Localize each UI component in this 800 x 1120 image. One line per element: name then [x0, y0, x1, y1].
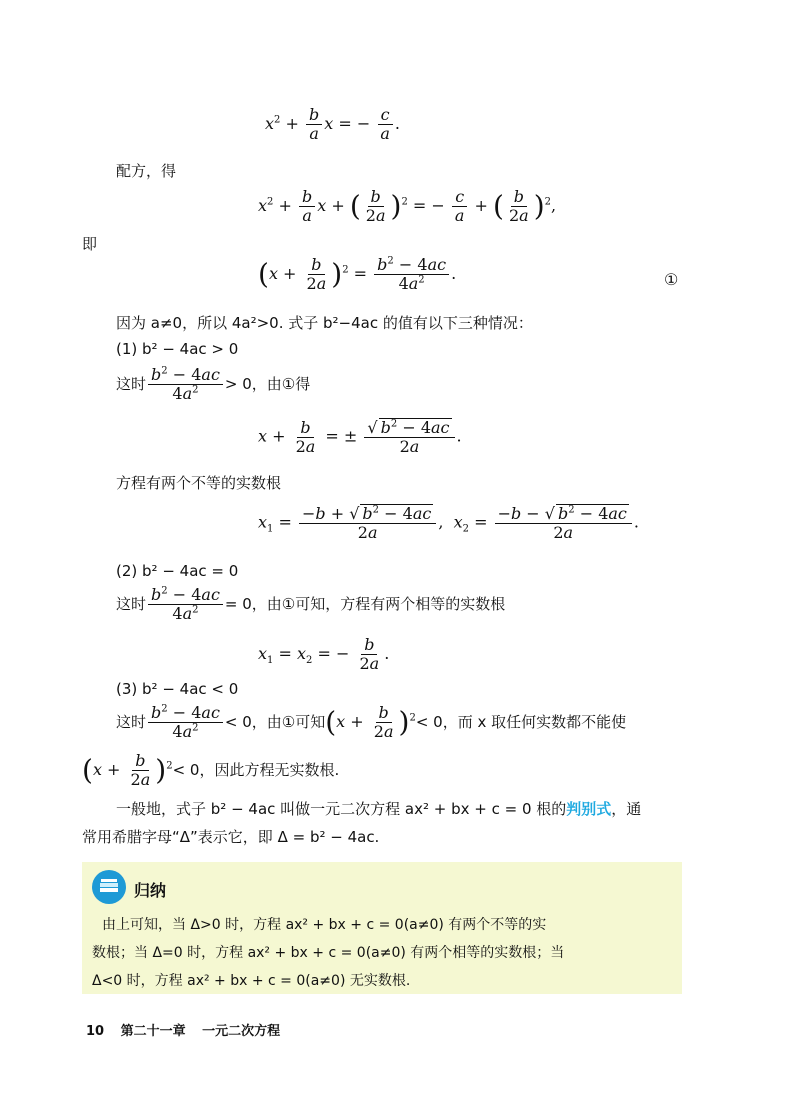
case-3-label: (3) b² − 4ac < 0 [116, 680, 239, 698]
summary-box [82, 862, 682, 994]
case-1-label: (1) b² − 4ac > 0 [116, 340, 239, 358]
chapter-title: 一元二次方程 [202, 1024, 281, 1039]
page-footer [86, 1020, 280, 1039]
equation-case2-roots: $x_1 = x_2$ = − $\frac{b}{2a}$ . [258, 635, 390, 673]
text-peifang: 配方，得 [116, 162, 177, 180]
case-3-conclusion: (x + $\frac{b}{2a}$ )$^2$< 0，因此方程无实数根. [82, 751, 340, 789]
general-text-line2: 常用希腊字母“Δ”表示它，即 Δ = b² − 4ac. [82, 828, 380, 846]
keyword-discriminant: 判别式 [566, 800, 612, 818]
equation-case1-roots: $x_1$ = $\frac{-b + √ b^2 - 4ac}{2a}$ , $x_2$ = $\frac{-b - √ b^2 - 4ac}{2a}$ . [258, 504, 639, 542]
text-because: 因为 a≠0，所以 4a²>0. 式子 b²−4ac 的值有以下三种情况： [116, 314, 533, 332]
chapter-label: 第二十一章 [120, 1024, 186, 1039]
summary-title: 归纳 [134, 881, 167, 900]
case-2-text: 这时 $\frac{b^2 - 4ac}{4a^2}$ = 0，由①可知，方程有两个相等的实数根 [116, 585, 506, 623]
case-2-label: (2) b² − 4ac = 0 [116, 562, 239, 580]
text-ji: 即 [82, 235, 98, 253]
equation-case1-root: x + $\frac{b}{2a}$ = ± $\frac{√ b^2 - 4ac}{2a}$ . [258, 417, 462, 456]
page-number: 10 [86, 1024, 105, 1039]
equation-1: (x + $\frac{b}{2a}$ )$^2$ = $\frac{b^2 - 4ac}{4a^2}$ . [258, 255, 457, 293]
summary-line-2: 数根；当 Δ=0 时，方程 ax² + bx + c = 0(a≠0) 有两个相等的实数根；当 [92, 945, 565, 961]
general-text-line1: 一般地，式子 b² − 4ac 叫做一元二次方程 ax² + bx + c = 0 根的判别式，通 [116, 800, 642, 818]
text-two-unequal-roots: 方程有两个不等的实数根 [116, 474, 282, 492]
equation-normalized: $x^2$ + $\frac{b}{a}$ x = − $\frac{c}{a}$ . [265, 105, 400, 143]
case-3-text: 这时 $\frac{b^2 - 4ac}{4a^2}$ < 0，由①可知(x + $\frac{b}{2a}$ )$^2$< 0，而 x 取任何实数都不能使 [116, 703, 627, 741]
case-1-text: 这时 $\frac{b^2 - 4ac}{4a^2}$ > 0，由①得 [116, 365, 311, 403]
summary-line-3: Δ<0 时，方程 ax² + bx + c = 0(a≠0) 无实数根. [92, 973, 411, 989]
books-icon [92, 870, 126, 904]
summary-line-1: 由上可知，当 Δ>0 时，方程 ax² + bx + c = 0(a≠0) 有两个不等的实 [102, 917, 547, 933]
equation-number-1: ① [664, 270, 679, 289]
equation-complete-square: $x^2$ + $\frac{b}{a}$ x + ( $\frac{b}{2a}$ )$^2$ = − $\frac{c}{a}$ + ( $\frac{b}{2a}$ )$^2$, [258, 187, 557, 225]
